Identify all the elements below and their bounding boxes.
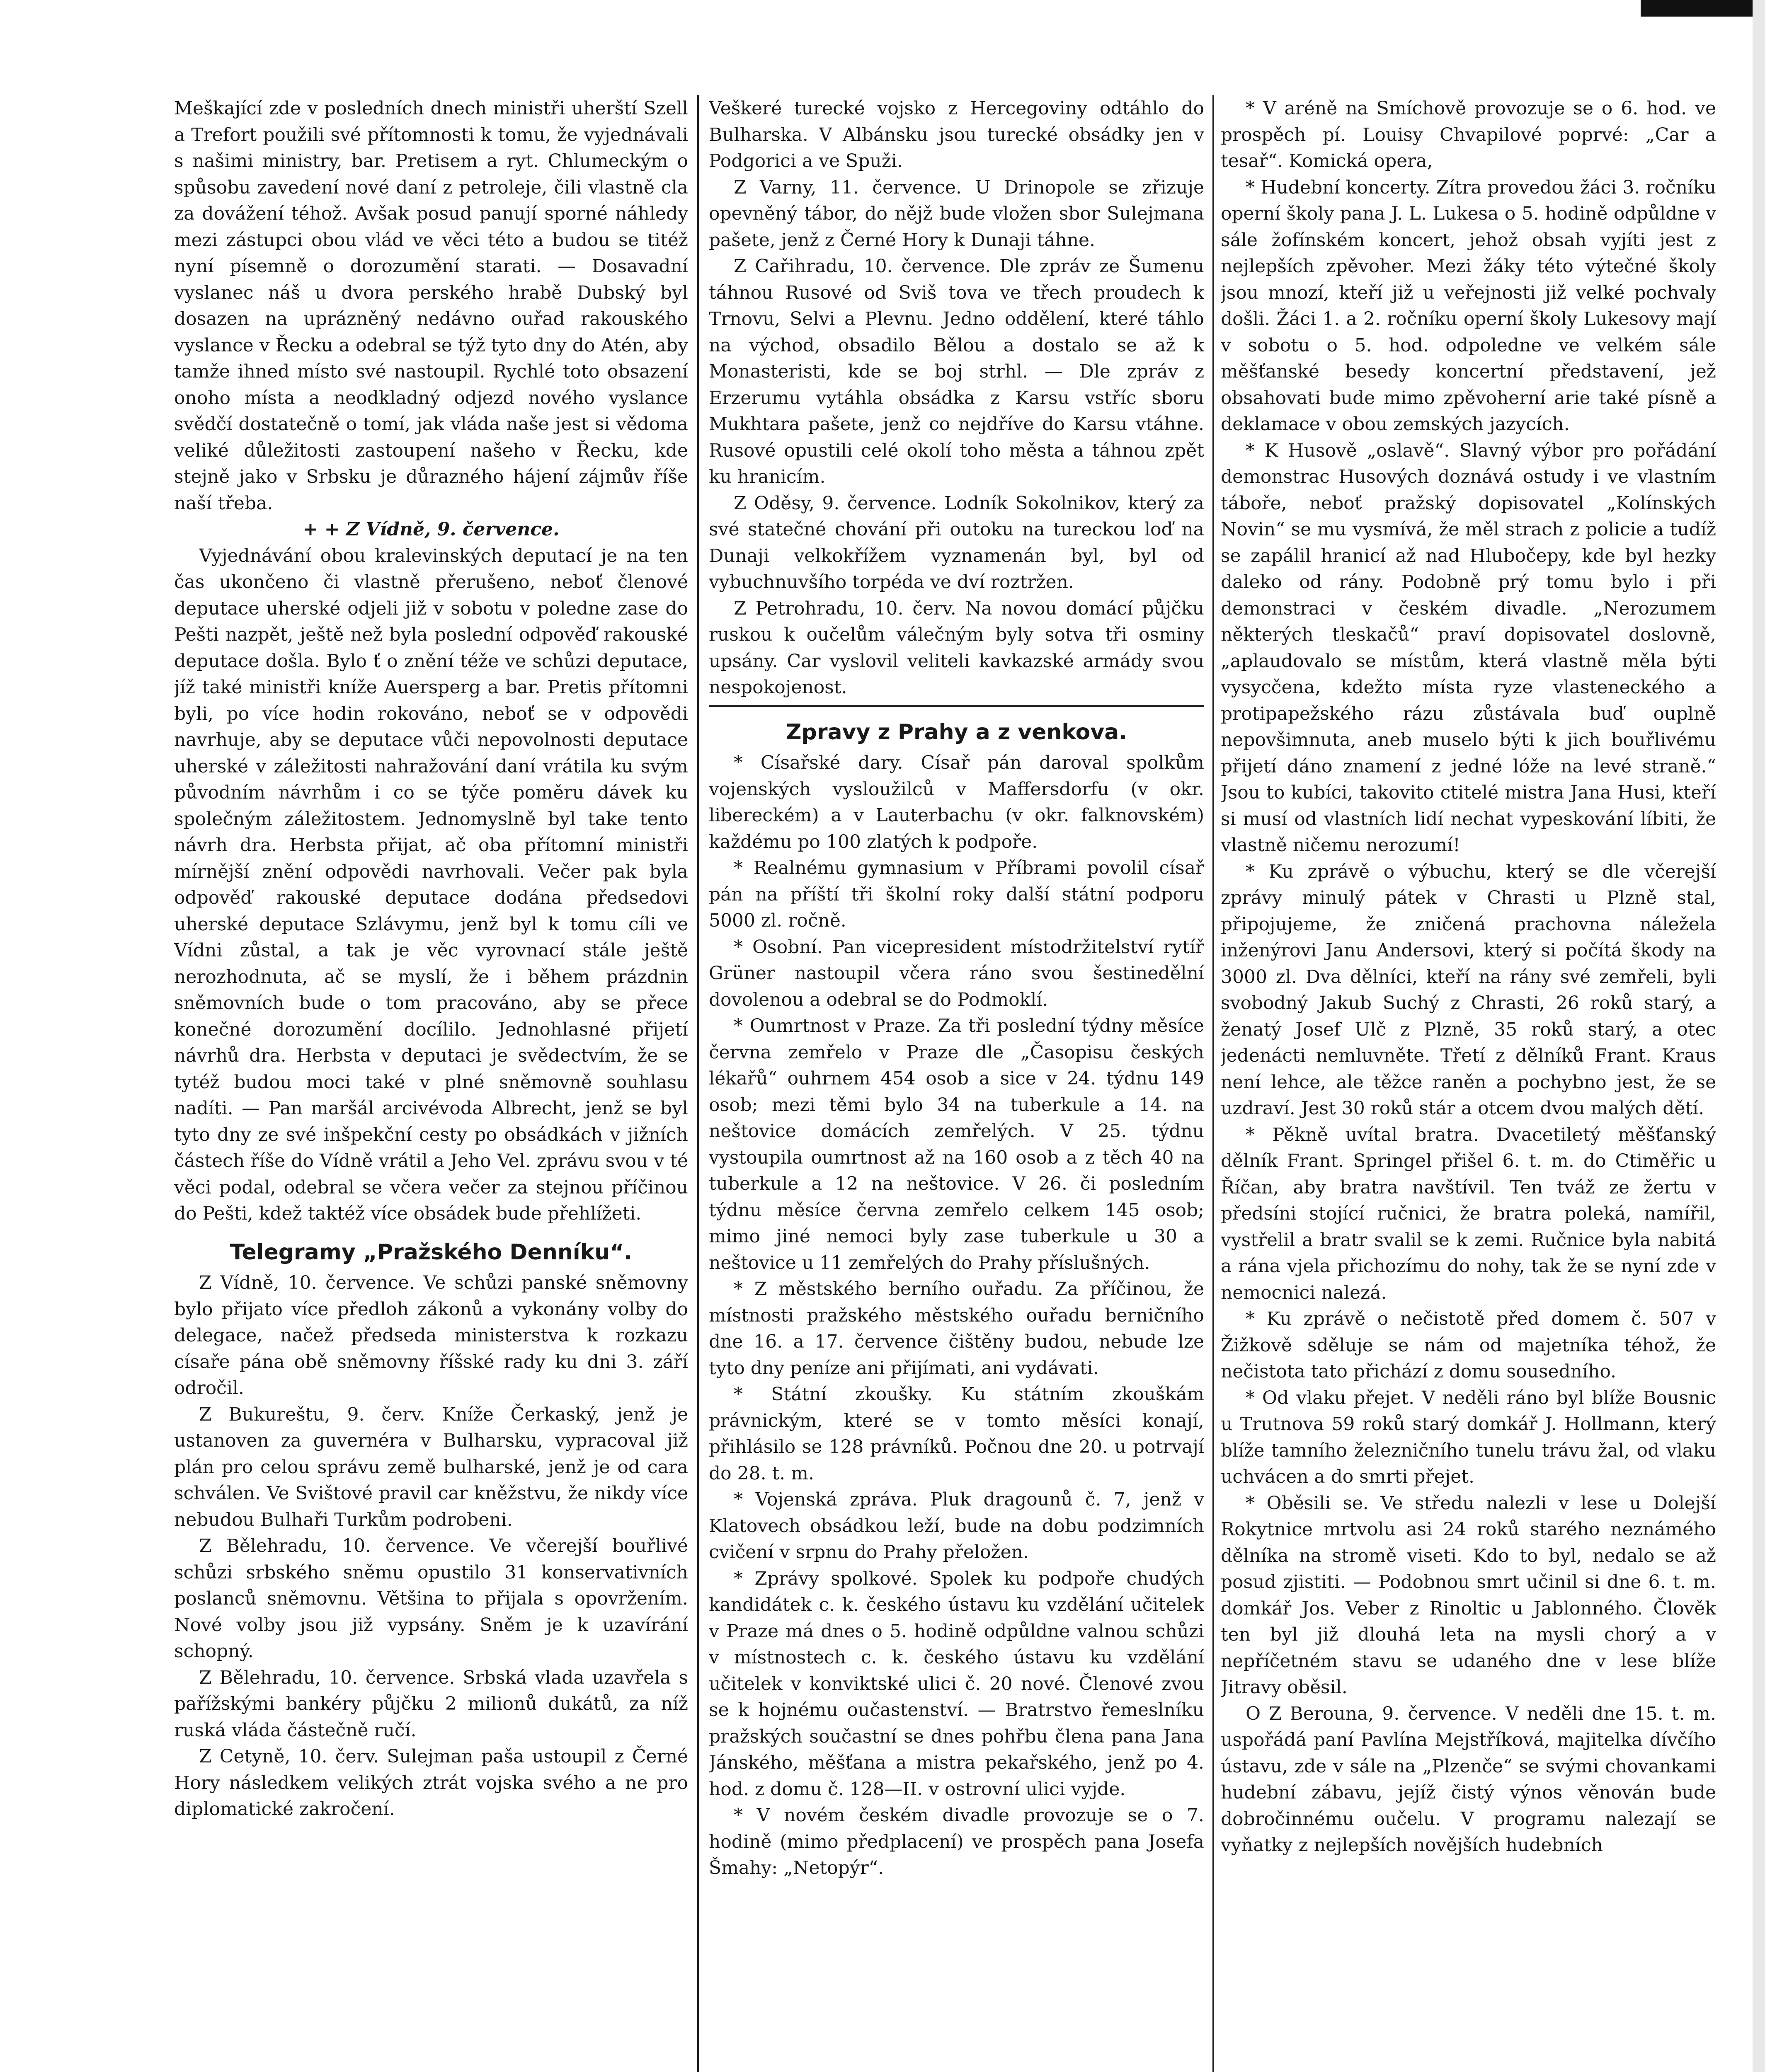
section-rule: [709, 705, 1204, 707]
telegram-belgrade-1: Z Bělehradu, 10. července. Ve včerejší bouřlivé schůzi srbského sněmu opustilo 31 konservativních poslanců sněmovnu. Většina to přijala s opovržením. Nové volby jsou již vypsány. Sněm je k uzavírání schopný.: [174, 1535, 688, 1662]
telegram-odessa: Z Oděsy, 9. července. Lodník Sokolnikov, který za své statečné chování při outoku na tureckou loď na Dunaji velkokřížem vyznamenán byl, byl od vybuchnuvšího torpéda ve dví roztržen.: [709, 492, 1204, 593]
scan-corner-mark: [1641, 0, 1765, 17]
telegram-constantinople: Z Cařihradu, 10. července. Dle zpráv ze Šumenu táhnou Rusové od Sviš tova ve třech proudech k Trnovu, Selvi a Plevnu. Jedno oddělení, které táhlo na východ, obsadilo Bělou a dostalo se až k Monasteristi, kde se boj strhl. — Dle zpráv z Erzerumu vytáhla obsádka z Karsu vstříc sboru Mukhtara pašete, jenž co nejdříve do Karsu vtáhne. Rusové opustili celé okolí toho města a táhnou zpět ku hranicím.: [709, 256, 1204, 487]
telegram-vienna: Z Vídně, 10. července. Ve schůzi panské sněmovny bylo přijato více předloh zákonů a vykonány volby do delegace, načež předseda ministerstva k rozkazu císaře pána obě sněmovny říšské rady ku dni 3. září odročil.: [174, 1272, 688, 1399]
article-deputations: Vyjednávání obou kralevinských deputací je na ten čas ukončeno či vlastně přerušeno, neboť členové deputace uherské odjeli již v sobotu v poledne zase do Pešti nazpět, ještě než byla poslední odpověď rakouské deputace došla. Bylo ť o znění téže ve schůzi deputace, jíž také ministři kníže Auersperg a bar. Pretis přítomni byli, po více hodin rokováno, neboť se v odpovědi navrhuje, aby se deputace vůči nepovolnosti deputace uherské v záležitosti nahražování daní vrátila ku svým původním návrhům i co se týče poměru dávek ku společným záležitostem. Jednomyslně byl take tento návrh dra. Herbsta přijat, ač oba přítomní ministři mírnější znění odpovědi navrhovali. Večer pak byla odpověď rakouské deputace dodána předsedovi uherské deputace Szlávymu, jenž byl k tomu cíli ve Vídni zůstal, a tak je věc vyrovnací stále ještě nerozhodnuta, ač se myslí, že i během prázdnin sněmovních bude o tom pracováno, aby se přece konečné dorozumění docílilo. Jednohlasné přijetí návrhů dra. Herbsta v deputaci je svědectvím, že se tytéž budou moci také v plné sněmovně souhlasu nadíti. — Pan maršál arcivévoda Albrecht, jenž se byl tyto dny ze své inšpekční cesty po obsádkách v jižních částech říše do Vídně vrátil a Jeho Vel. zprávu svou v té věci podal, odebral se včera večer za stejnou příčinou do Pešti, kdež taktéž více obsádek bude přehlížeti.: [174, 545, 688, 1224]
news-new-theatre: * V novém českém divadle provozuje se o 7. hodině (mimo předplacení) ve prospěch pana Josefa Šmahy: „Netopýr“.: [709, 1805, 1204, 1878]
telegram-bucharest: Z Bukureštu, 9. červ. Kníže Čerkaský, jenž je ustanoven za guvernéra v Bulharsku, vypracoval již plán pro celou správu země bulharské, jenž je od cara schválen. Ve Svištové pravil car kněžstvu, že nikdy více nebudou Bulhaři Turkům podrobeni.: [174, 1404, 688, 1530]
telegram-belgrade-2: Z Bělehradu, 10. července. Srbská vlada uzavřela s pařížskými bankéry půjčku 2 milionů dukátů, za níž ruská vláda částečně ručí.: [174, 1667, 688, 1741]
telegram-varna: Z Varny, 11. července. U Drinopole se zřizuje opevněný tábor, do nějž bude vložen sbor Sulejmana pašete, jenž z Černé Hory k Dunaji táhne.: [709, 177, 1204, 251]
news-explosion: * Ku zprávě o výbuchu, který se dle včerejší zprávy minulý pátek v Chrasti u Plzně stal, připojujeme, že zničená prachovna náležela inženýrovi Janu Andersovi, který si počítá škody na 3000 zl. Dva dělníci, kteří na rány své zemřeli, byli svobodný Jakub Suchý z Chrasti, 26 roků starý, a ženatý Josef Ulč z Plzně, 35 roků starý, a otec jedenácti nemluvněte. Třetí z dělníků Frant. Kraus není lehce, ale těžce raněn a pochybno jest, že se uzdraví. Jest 30 roků stár a otcem dvou malých dětí.: [1221, 861, 1716, 1119]
scan-page-edge: [1753, 0, 1765, 2072]
article-ministers: Meškající zde v posledních dnech ministři uherští Szell a Trefort použili své přítomnosti k tomu, že vyjednávali s našimi ministry, bar. Pretisem a ryt. Chlumeckým o spůsobu zavedení nové daní z petroleje, čili vlastně cla za dovážení téhož. Avšak posud panují sporné náhledy mezi zástupci obou vlád ve věci této a budou se titéž nyní písemně o dorozumění starati. — Dosavadní vyslanec náš u dvora perského hrabě Dubský byl dosazen na uprázněný nedávno ouřad rakouského vyslance v Řecku a odebral se týž tyto dny do Atén, aby tamže ihned místo své nastoupil. Rychlé toto obsazení onoho místa a neodkladný odjezd nového vyslance svědčí dostatečně o tomí, jak vláda naše jest si vědoma veliké důležitosti zastoupení našeho v Řecku, kde stejně jako v Srbsku je důrazného hájení zájmův říše naší třeba.: [174, 98, 688, 514]
news-train-accident: * Od vlaku přejet. V neděli ráno byl blíže Bousnic u Trutnova 59 roků starý domkář J. Hollmann, který blíže tamního železničního tunelu trávu žal, od vlaku uchvácen a do smrti přejet.: [1221, 1387, 1716, 1487]
column-divider-2: [1212, 95, 1214, 2072]
column-1: [174, 95, 688, 2072]
news-imperial-gifts: * Císařské dary. Císař pán daroval spolkům vojenských vysloužilců v Maffersdorfu (v okr. libereckém) a v Lauterbachu (v okr. falknovském) každému po 100 zlatých k podpoře.: [709, 752, 1204, 852]
news-beroun: O Z Berouna, 9. července. V neděli dne 15. t. m. uspořádá paní Pavlína Mejstříková, majitelka dívčího ústavu, zde v sále na „Plzenče“ se svými chovankami hudební zábavu, jejíž čistý výnos věnován bude dobročinnému oučelu. V programu nalezají se vyňatky z nejlepších novějších hudebních: [1221, 1703, 1716, 1856]
section-heading-prague-news: Zpravy z Prahy a z venkova.: [786, 719, 1127, 745]
news-state-exams: * Státní zkoušky. Ku státním zkouškám právnickým, které se v tomto měsíci konají, přihlásilo se 128 právníků. Počnou dne 20. u potrvají do 28. t. m.: [709, 1384, 1204, 1484]
column-2: [709, 95, 1204, 2072]
section-heading-telegrams: Telegramy „Pražského Denníku“.: [230, 1239, 633, 1265]
news-military: * Vojenská zpráva. Pluk dragounů č. 7, jenž v Klatovech obsádkou leží, bude na dobu podzimních cvičení v srpnu do Prahy přeložen.: [709, 1489, 1204, 1563]
news-zizkov: * Ku zprávě o nečistotě před domem č. 507 v Žižkově sděluje se nám od majetníka téhož, že nečistota tato přichází z domu sousedního.: [1221, 1308, 1716, 1382]
news-brother-shot: * Pěkně uvítal bratra. Dvacetiletý měšťanský dělník Frant. Springel přišel 6. t. m. do Ctiměřic u Říčan, aby bratra navštívil. Ten tváž ze žertu v předsíni stojící ručnici, že bratra poleká, namířil, vystřelil a bratr svalil se k zemi. Ručnice byla nabitá a rána vjela přichozímu do nohy, tak že se nyní zde v nemocnici nalezá.: [1221, 1124, 1716, 1303]
news-concerts: * Hudební koncerty. Zítra provedou žáci 3. ročníku operní školy pana J. L. Lukesa o 5. hodině odpůldne v sále žofínském koncert, jehož obsah vyjíti jest z nejlepších zpěvoher. Mezi žáky této výtečné školy jsou mnozí, kteří již u veřejnosti již velké pochvaly došli. Žáci 1. a 2. ročníku operní školy Lukesovy mají v sobotu o 5. hod. odpoledne ve velkém sále měšťanské besedy koncertní představení, jež obsahovati bude mimo zpěvoherní arie také písně a deklamace v obou zemských jazycích.: [1221, 177, 1716, 435]
news-personal: * Osobní. Pan vicepresident místodržitelství rytíř Grüner nastoupil včera ráno svou šestinedělní dovolenou a odebral se do Podmoklí.: [709, 936, 1204, 1010]
news-tax-office: * Z městského berního ouřadu. Za příčinou, že místnosti pražského městského ouřadu berničního dne 16. a 17. července čištěny budou, nebude lze tyto dny peníze ani přijímati, ani vydávati.: [709, 1278, 1204, 1379]
news-hus-celebration: * K Husově „oslavě“. Slavný výbor pro pořádání demonstrac Husových doznává ostudy i ve vlastním táboře, neboť pražský dopisovatel „Kolínských Novin“ se mu vysmívá, že měl strach z policie a tudíž se zapálil hranicí až nad Hlubočepy, kde byl hezky daleko od rány. Podobně prý tomu bylo i při demonstraci v českém divadle. „Nerozumem některých tleskačů“ praví dopisovatel doslovně, „aplaudovalo se místům, která vlastně měla býti vysycčena, kdežto místa ryze vlasteneckého a protipapežského rázu zůstávala buď ouplně nepovšimnuta, aneb muselo býti k jich bouřlivému přijetí dáno znamení z jedné lóže na levé straně.“ Jsou to kubíci, takovito ctitelé mistra Jana Husi, kteří si musí od vlastních lidí nechat vypeskování líbiti, že vlastně ničemu nerozumí!: [1221, 440, 1716, 856]
article-herzegovina: Veškeré turecké vojsko z Hercegoviny odtáhlo do Bulharska. V Albánsku jsou turecké obsádky jen v Podgorici a ve Spuži.: [709, 98, 1204, 172]
news-suicides: * Oběsili se. Ve středu nalezli v lese u Dolejší Rokytnice mrtvolu asi 24 roků starého neznámého dělníka na stromě viseti. Kdo to byl, nedalo se až posud zjistiti. — Podobnou smrt učinil si dne 6. t. m. domkář Jos. Veber z Rinoltic u Jablonného. Člověk ten byl již dlouhá leta na mysli chorý a v nepříčetném stavu se udaného dne v lese blíže Jitravy oběsil.: [1221, 1492, 1716, 1698]
telegram-cetinje: Z Cetyně, 10. červ. Sulejman paša ustoupil z Černé Hory následkem velikých ztrát vojska svého a ne pro diplomatické zakročení.: [174, 1746, 688, 1820]
news-pribram-gymnasium: * Realnému gymnasium v Příbrami povolil císař pán na příští tři školní roky další státní podporu 5000 zl. ročně.: [709, 857, 1204, 931]
dateline-vienna: + + Z Vídně, 9. července.: [303, 519, 560, 540]
news-smichov-arena: * V aréně na Smíchově provozuje se o 6. hod. ve prospěch pí. Louisy Chvapilové poprvé: „Car a tesař“. Komická opera,: [1221, 98, 1716, 172]
news-mortality: * Oumrtnost v Praze. Za tři poslední týdny měsíce června zemřelo v Praze dle „Časopisu českých lékařů“ ouhrnem 454 osob a sice v 24. týdnu 149 osob; mezi těmi bylo 34 na tuberkule a 14. na neštovice domácích zemřelých. V 25. týdnu vystoupila oumrtnost až na 160 osob a z těch 40 na tuberkule a 12 na neštovice. V 26. či posledním týdnu měsíce června zemřelo celkem 145 osob; mimo jiné nemoci byly zase tuberkule u 30 a neštovice u 11 zemřelých do Prahy příslušných.: [709, 1015, 1204, 1273]
column-divider-1: [697, 95, 699, 2072]
telegram-petersburg: Z Petrohradu, 10. červ. Na novou domácí půjčku ruskou k oučelům válečným byly sotva tři osminy upsány. Car vyslovil veliteli kavkazské armády svou nespokojenost.: [709, 598, 1204, 698]
news-societies: * Zprávy spolkové. Spolek ku podpoře chudých kandidátek c. k. českého ústavu ku vzdělání učitelek v Praze má dnes o 5. hodině odpůldne valnou schůzi v místnostech c. k. českého ústavu ku vzdělání učitelek v konviktské ulici č. 20 nové. Členové zvou se k hojnému oučastenství. — Bratrstvo řemeslníku pražských součastní se dnes pohřbu člena pana Jana Jánského, měšťana a mistra pekařského, jenž po 4. hod. z domu č. 128—II. v ostrovní ulici vyjde.: [709, 1568, 1204, 1800]
column-3: [1221, 95, 1716, 2072]
